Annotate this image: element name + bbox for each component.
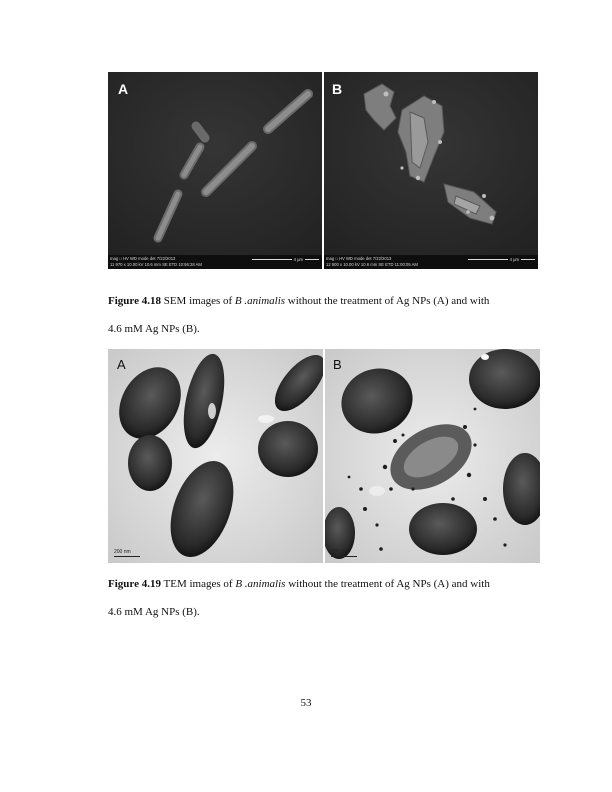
caption-text: TEM images of [160,578,236,590]
sem-panel-a [108,72,322,269]
figure-caption-4-18 [108,295,548,307]
scale-bar-label: 4 μm [293,257,303,262]
figure-label: Figure 4.18 [108,295,161,307]
tem-panel-b [325,349,540,563]
sem-databar-a [108,255,322,269]
databar-values: 11 970 x 10.00 kV 10.6 mm SE ETD 10:56:28 AM [110,261,202,267]
caption-text: SEM images of [160,295,235,307]
caption-text-cont: without the treatment of Ag NPs (A) and with [285,578,490,590]
panel-label-a: A [118,81,129,97]
species-name: B .animalis [235,578,286,590]
figure-caption-4-19 [108,578,548,590]
figure-caption-4-19-line2: 4.6 mM Ag NPs (B). [108,606,200,618]
sem-image-a [108,72,322,255]
scale-bar [252,257,319,263]
scale-bar-label: 4 μm [509,257,519,262]
panel-label-a: A [117,357,126,372]
panel-label-b: B [332,81,343,97]
databar-values: 12 500 x 10.00 kV 10.6 mm SE ETD 11:00:05 AM [326,261,418,267]
tem-panel-a [108,349,323,563]
figure-label: Figure 4.19 [108,578,161,590]
sem-image-b [324,72,538,255]
sem-panel-b [324,72,538,269]
scale-bar-label: 200 nm [331,549,348,555]
panel-label-b: B [333,357,342,372]
species-name: B .animalis [234,295,286,307]
databar-header: mag □ HV WD mode det 7/22/2013 [326,256,392,261]
tem-image-b [325,349,540,563]
sem-databar-b [324,255,538,269]
scale-bar [468,257,535,263]
scale-bar [331,549,357,557]
scale-bar-label: 200 nm [114,549,131,555]
figure-caption-4-18-line2: 4.6 mM Ag NPs (B). [108,323,200,335]
tem-image-a [108,349,323,563]
page-number: 53 [300,697,312,709]
caption-text-cont: without the treatment of Ag NPs (A) and with [285,295,490,307]
scale-bar [114,549,140,557]
databar-header: mag □ HV WD mode det 7/22/2013 [110,256,176,261]
